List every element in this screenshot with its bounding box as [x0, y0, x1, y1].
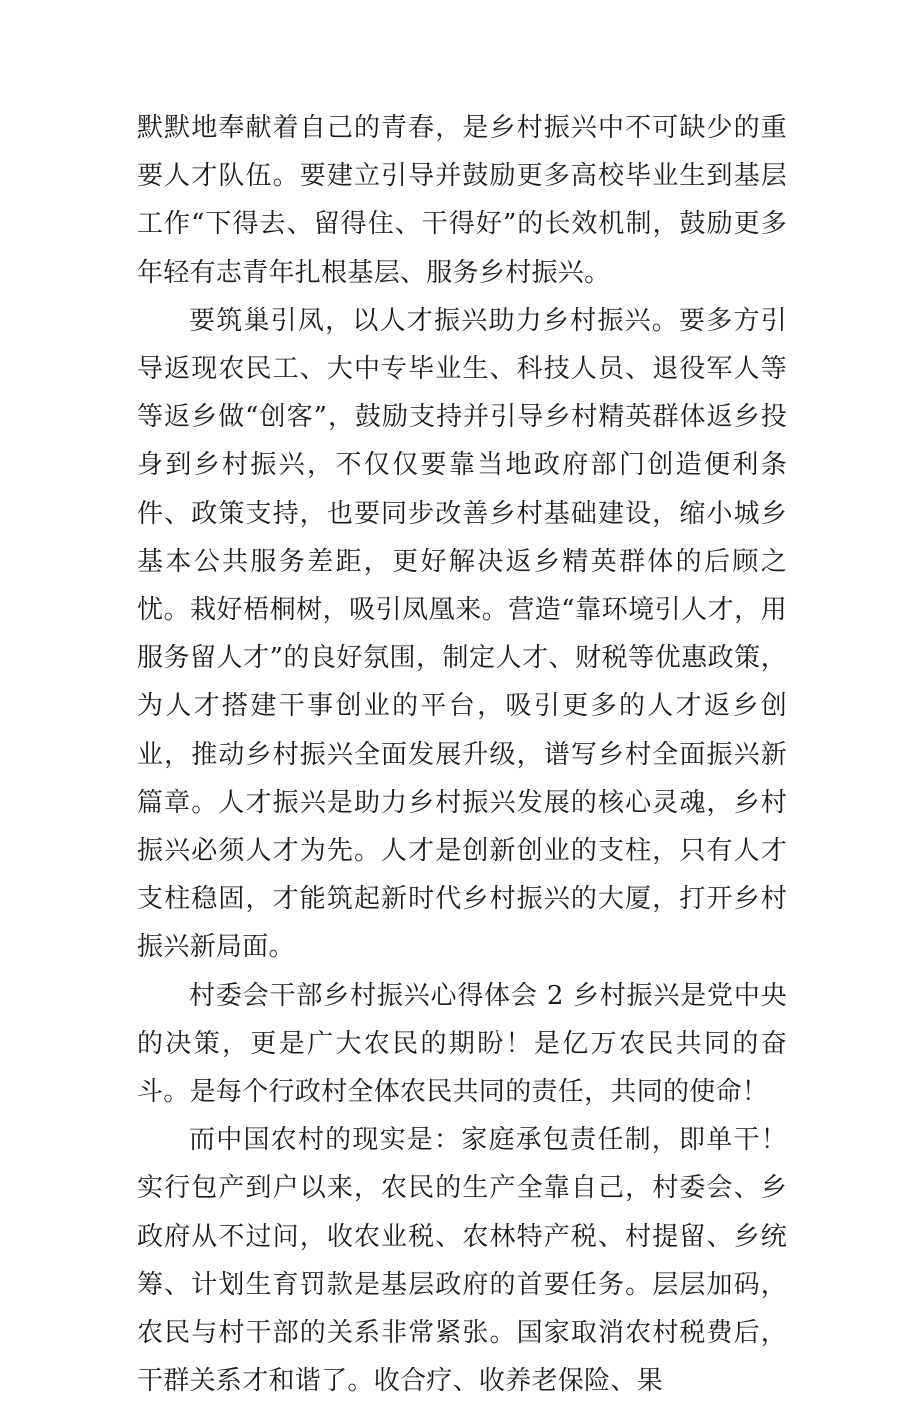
- document-body: [137, 104, 787, 1405]
- paragraph-1: 默默地奉献着自己的青春，是乡村振兴中不可缺少的重要人才队伍。要建立引导并鼓励更多高校毕业生到基层工作“下得去、留得住、干得好”的长效机制，鼓励更多年轻有志青年扎根基层、服务乡村振兴。: [137, 113, 787, 288]
- paragraph-3: 村委会干部乡村振兴心得体会 2 乡村振兴是党中央的决策，更是广大农民的期盼！是亿万农民共同的奋斗。是每个行政村全体农民共同的责任，共同的使命！: [137, 980, 787, 1108]
- paragraph-2: 要筑巢引凤，以人才振兴助力乡村振兴。要多方引导返现农民工、大中专毕业生、科技人员、退役军人等等返乡做“创客”，鼓励支持并引导乡村精英群体返乡投身到乡村振兴，不仅仅要靠当地政府部门创造便利条件、政策支持，也要同步改善乡村基础建设，缩小城乡基本公共服务差距，更好解决返乡精英群体的后顾之忧。栽好梧桐树，吸引凤凰来。营造“靠环境引人才，用服务留人才”的良好氛围，制定人才、财税等优惠政策，为人才搭建干事创业的平台，吸引更多的人才返乡创业，推动乡村振兴全面发展升级，谱写乡村全面振兴新篇章。人才振兴是助力乡村振兴发展的核心灵魂，乡村振兴必须人才为先。人才是创新创业的支柱，只有人才支柱稳固，才能筑起新时代乡村振兴的大厦，打开乡村振兴新局面。: [137, 305, 787, 963]
- paragraph-4: 而中国农村的现实是：家庭承包责任制，即单干！实行包产到户以来，农民的生产全靠自己，村委会、乡政府从不过问，收农业税、农林特产税、村提留、乡统筹、计划生育罚款是基层政府的首要任务。层层加码，农民与村干部的关系非常紧张。国家取消农村税费后，干群关系才和谐了。收合疗、收养老保险、果: [137, 1125, 787, 1397]
